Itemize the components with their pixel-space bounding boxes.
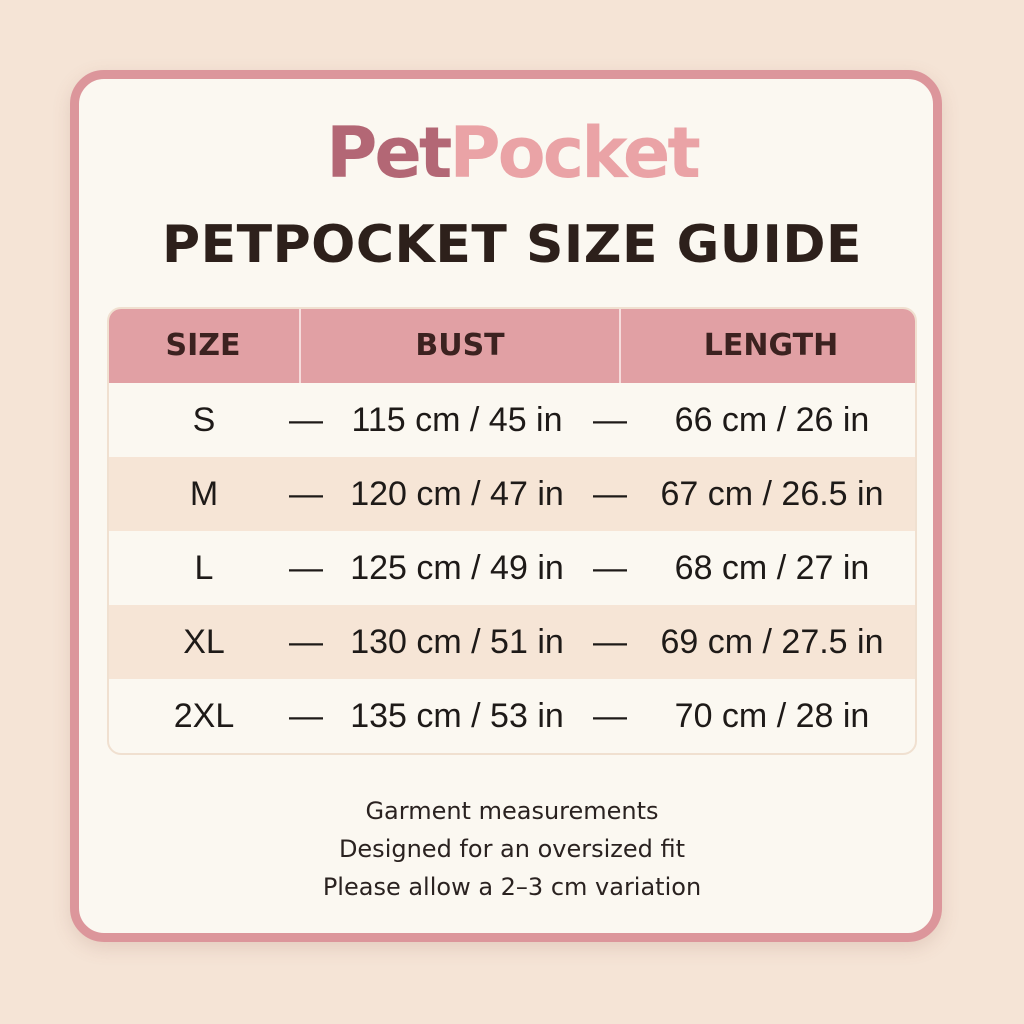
row-separator: — <box>593 549 627 587</box>
row-separator: — <box>289 401 323 439</box>
row-length: 66 cm / 26 in <box>674 401 870 439</box>
row-bust: 130 cm / 51 in <box>350 623 564 661</box>
row-size: 2XL <box>173 697 235 735</box>
row-length: 70 cm / 28 in <box>674 697 870 735</box>
header-bust: BUST <box>299 309 619 383</box>
header-length: LENGTH <box>619 309 917 383</box>
row-bust: 115 cm / 45 in <box>351 401 563 439</box>
row-length: 68 cm / 27 in <box>674 549 870 587</box>
note-line: Designed for an oversized fit <box>338 835 686 863</box>
row-length: 69 cm / 27.5 in <box>660 623 884 661</box>
row-separator: — <box>289 475 323 513</box>
row-bust: 125 cm / 49 in <box>350 549 564 587</box>
header-size: SIZE <box>165 328 241 363</box>
row-size: L <box>194 549 214 587</box>
brand-logo <box>0 108 1024 198</box>
row-bust: 120 cm / 47 in <box>350 475 564 513</box>
row-separator: — <box>289 697 323 735</box>
brand-logo-pet: Pet <box>326 112 450 194</box>
row-size: M <box>189 475 219 513</box>
note-line: Please allow a 2–3 cm variation <box>322 873 702 901</box>
brand-logo-pocket: Pocket <box>449 112 698 194</box>
row-separator: — <box>593 401 627 439</box>
row-separator: — <box>593 475 627 513</box>
row-size: XL <box>183 623 225 661</box>
size-notes <box>0 792 1024 906</box>
page-title: PETPOCKET SIZE GUIDE <box>161 215 863 275</box>
size-table <box>107 307 917 755</box>
row-separator: — <box>593 697 627 735</box>
row-separator: — <box>593 623 627 661</box>
row-separator: — <box>289 623 323 661</box>
table-row <box>109 383 915 457</box>
table-row <box>109 679 915 753</box>
table-row <box>109 605 915 679</box>
note-line: Garment measurements <box>365 797 659 825</box>
row-size: S <box>192 401 216 439</box>
table-row <box>109 457 915 531</box>
table-row <box>109 531 915 605</box>
row-separator: — <box>289 549 323 587</box>
row-length: 67 cm / 26.5 in <box>660 475 884 513</box>
row-bust: 135 cm / 53 in <box>350 697 564 735</box>
table-header <box>109 309 915 383</box>
